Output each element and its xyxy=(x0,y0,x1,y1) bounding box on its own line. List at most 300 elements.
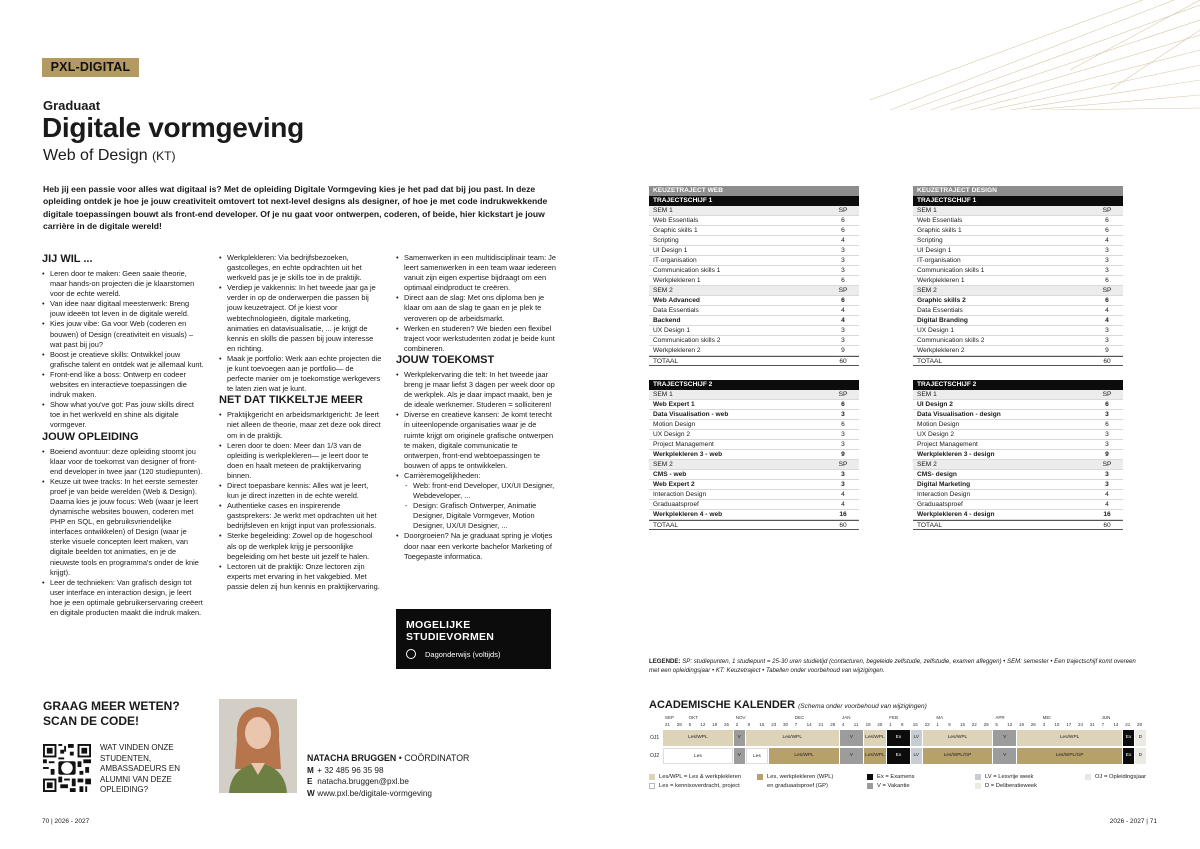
calendar-day: 4 xyxy=(842,722,845,727)
legend-item xyxy=(867,782,910,791)
course-sp: 9 xyxy=(841,451,845,458)
calendar-month: FEB xyxy=(889,715,898,720)
course-sp: 3 xyxy=(1105,411,1109,418)
legend-swatch xyxy=(975,774,981,780)
list-item: • Show what you've got: Pas jouw skills direct toe in het werkveld en shine als digitale vormgever. xyxy=(42,400,205,430)
list-item: • Front-end like a boss: Ontwerp en codeer websites en interactieve toepassingen die indruk maken. xyxy=(42,370,205,400)
legend-item xyxy=(975,773,1033,782)
calendar-day: 17 xyxy=(1066,722,1072,727)
course-name: Communication skills 2 xyxy=(917,337,985,344)
course-name: Motion Design xyxy=(917,421,960,428)
table-row xyxy=(649,490,859,500)
phone-label: M xyxy=(307,765,314,775)
calendar-period: Ex xyxy=(1123,730,1134,746)
course-name: UX Design 1 xyxy=(917,327,955,334)
list-item: • Carrièremogelijkheden: xyxy=(396,471,556,481)
table-row xyxy=(913,480,1123,490)
schijf-label: TRAJECTSCHIJF 1 xyxy=(653,197,713,204)
legende xyxy=(649,657,1139,675)
course-sp: 9 xyxy=(1105,451,1109,458)
list-item: • Diverse en creatieve kansen: Je komt terecht in uiteenlopende organisaties waar je de ruimte krijgt om originele grafische ontwerpen te maken, digitale communicatie te ontwerpen, front-end webtoepassingen te bouwen of apps te ontwikkelen. xyxy=(396,410,556,471)
page-number-left: 70 | 2026 - 2027 xyxy=(42,818,90,825)
table-row xyxy=(913,226,1123,236)
calendar-period: Les/WPL xyxy=(769,748,839,764)
calendar-day: 25 xyxy=(877,722,883,727)
legend-item xyxy=(1085,773,1146,782)
calendar-period: Les/WPL xyxy=(746,730,839,746)
course-sp: 60 xyxy=(1103,358,1111,365)
table-row xyxy=(913,460,1123,470)
course-name: SEM 2 xyxy=(653,461,673,468)
course-sp: 9 xyxy=(841,347,845,354)
calendar-day: 28 xyxy=(676,722,682,727)
course-sp: SP xyxy=(838,287,848,294)
course-sp: 6 xyxy=(1105,277,1109,284)
calendar-period: V xyxy=(840,748,863,764)
table-web-1 xyxy=(649,186,859,366)
course-sp: 6 xyxy=(841,401,845,408)
course-sp: 16 xyxy=(1103,511,1111,518)
table-schijf-header xyxy=(913,380,1123,390)
legend-swatch xyxy=(649,774,655,780)
table-row xyxy=(649,400,859,410)
calendar-day: 5 xyxy=(995,722,998,727)
table-row xyxy=(649,480,859,490)
course-sp: 4 xyxy=(1105,317,1109,324)
course-name: Data Essentials xyxy=(653,307,699,314)
coordinator-photo xyxy=(219,699,297,793)
legend-text: Ex = Examens xyxy=(877,774,915,780)
table-design-2 xyxy=(913,380,1123,530)
calendar-period: LV xyxy=(911,748,922,764)
course-sp: 6 xyxy=(1105,297,1109,304)
website-label: W xyxy=(307,788,315,798)
legend-item xyxy=(867,773,915,782)
course-sp: 3 xyxy=(841,481,845,488)
page-subtitle xyxy=(43,147,175,165)
table-keuze-header xyxy=(649,186,859,196)
tikkeltje-heading: NET DAT TIKKELTJE MEER xyxy=(219,394,363,407)
course-name: Data Essentials xyxy=(917,307,963,314)
calendar-day: 2 xyxy=(735,722,739,727)
calendar-day: 28 xyxy=(1137,722,1143,727)
course-name: Interaction Design xyxy=(653,491,707,498)
course-sp: 3 xyxy=(1105,431,1109,438)
qr-caption: WAT VINDEN ONZE STUDENTEN, AMBASSADEURS EN ALUMNI VAN DEZE OPLEIDING? xyxy=(100,743,181,794)
table-schijf-header xyxy=(649,196,859,206)
calendar-day: 19 xyxy=(1019,722,1025,727)
table-row xyxy=(649,236,859,246)
calendar-period: LV xyxy=(911,730,922,746)
schijf-label: TRAJECTSCHIJF 2 xyxy=(653,381,713,388)
calendar-day: 10 xyxy=(1054,722,1060,727)
email-link[interactable]: natacha.bruggen@pxl.be xyxy=(317,777,409,786)
course-sp: 3 xyxy=(1105,481,1109,488)
calendar-period: Ex xyxy=(887,730,910,746)
course-name: Werkplekleren 4 - web xyxy=(653,511,723,518)
calendar-day: 28 xyxy=(830,722,836,727)
legend-item xyxy=(649,782,740,791)
course-sp: 6 xyxy=(841,297,845,304)
table-row xyxy=(913,216,1123,226)
course-name: Digital Marketing xyxy=(917,481,971,488)
calendar-day: 30 xyxy=(783,722,789,727)
table-row xyxy=(913,256,1123,266)
table-row xyxy=(913,286,1123,296)
course-sp: 60 xyxy=(839,522,847,529)
table-row xyxy=(649,356,859,366)
table-row xyxy=(913,306,1123,316)
phone-number[interactable]: + 32 485 96 35 98 xyxy=(317,765,384,775)
calendar-month: MEI xyxy=(1042,715,1051,720)
table-row xyxy=(649,470,859,480)
course-name: SEM 2 xyxy=(917,461,937,468)
course-name: Data Visualisation - web xyxy=(653,411,729,418)
course-name: IT-organisation xyxy=(917,257,961,264)
table-row xyxy=(913,400,1123,410)
table-row xyxy=(913,420,1123,430)
table-row xyxy=(649,276,859,286)
table-row xyxy=(649,460,859,470)
course-sp: 3 xyxy=(1105,337,1109,344)
course-name: CMS- design xyxy=(917,471,957,478)
column-2 xyxy=(219,253,382,592)
course-sp: 6 xyxy=(841,217,845,224)
intro-text: Heb jij een passie voor alles wat digitaal is? Met de opleiding Digitale Vormgeving kies je het pad dat bij jou past. In deze opleiding ontdek je hoe je jouw creativiteit omtovert tot next-level designs als designer, of hoe je met code indrukwekkende digitale toepassingen bouwt als front-end developer. Of je nu gaat voor ontwerpen, coderen, of beide, hier kickstart je jouw carrière in de digitale wereld! xyxy=(43,184,548,231)
subtitle-suffix: (KT) xyxy=(152,149,176,163)
course-sp: 6 xyxy=(841,227,845,234)
course-sp: 4 xyxy=(841,237,845,244)
table-row xyxy=(913,450,1123,460)
list-item: • Van idee naar digitaal meesterwerk: Breng jouw ideeën tot leven in de digitale wereld. xyxy=(42,299,205,319)
list-item: • Werkplekleren: Via bedrijfsbezoeken, gastcolleges, en echte opdrachten uit het werkveld pas je je skills toe in de praktijk. xyxy=(219,253,382,283)
table-row xyxy=(913,326,1123,336)
legend-swatch xyxy=(867,774,873,780)
calendar-day: 12 xyxy=(700,722,706,727)
course-sp: 3 xyxy=(841,337,845,344)
calendar-day: 14 xyxy=(806,722,812,727)
list-item: • Praktijkgericht en arbeidsmarktgericht: Je leert niet alleen de theorie, maar zet deze ook direct om in de praktijk. xyxy=(219,410,382,440)
course-name: Web Essentials xyxy=(917,217,963,224)
course-sp: 60 xyxy=(1103,522,1111,529)
table-row xyxy=(913,390,1123,400)
table-row xyxy=(913,266,1123,276)
table-row xyxy=(913,356,1123,366)
legend-text: D = Deliberatieweek xyxy=(985,783,1038,789)
course-sp: 16 xyxy=(839,511,847,518)
calendar-month: OKT xyxy=(688,715,698,720)
calendar-period: D xyxy=(1135,730,1146,746)
table-row xyxy=(913,346,1123,356)
list-item: • Leren door te maken: Geen saaie theorie, maar hands-on projecten die je klaarstomen voor de echte wereld. xyxy=(42,269,205,299)
studievorm-option[interactable] xyxy=(406,649,541,659)
table-row xyxy=(649,440,859,450)
course-sp: 6 xyxy=(1105,227,1109,234)
kalender-title-text: ACADEMISCHE KALENDER xyxy=(649,699,796,711)
course-name: Communication skills 2 xyxy=(653,337,721,344)
table-row xyxy=(913,246,1123,256)
calendar-month: DEC xyxy=(794,715,805,720)
course-sp: SP xyxy=(1102,287,1112,294)
calendar-period: Les/WPL xyxy=(1017,730,1122,746)
qr-code-icon[interactable] xyxy=(43,744,91,792)
course-name: Graduaatsproef xyxy=(653,501,699,508)
calendar-day: 8 xyxy=(948,722,951,727)
course-name: Digital Branding xyxy=(917,317,968,324)
legend-text: V = Vakantie xyxy=(877,783,910,789)
keuze-label: KEUZETRAJECT WEB xyxy=(653,187,723,194)
table-row xyxy=(649,410,859,420)
course-name: Scripting xyxy=(653,237,679,244)
course-sp: 3 xyxy=(841,471,845,478)
course-name: TOTAAL xyxy=(653,358,679,365)
table-row xyxy=(913,276,1123,286)
course-name: Graphic skills 2 xyxy=(917,297,966,304)
calendar-day: 15 xyxy=(912,722,918,727)
course-sp: 6 xyxy=(1105,217,1109,224)
contact-name: NATACHA BRUGGEN xyxy=(307,753,397,763)
list-item: • Leren door te doen: Meer dan 1/3 van de opleiding is werkplekleren— je leert door te doen en haalt meteen de praktijkervaring binnen. xyxy=(219,441,382,481)
jij-wil-list xyxy=(42,269,205,431)
calendar-day: 16 xyxy=(759,722,765,727)
course-name: SEM 1 xyxy=(653,391,673,398)
course-name: TOTAAL xyxy=(917,358,943,365)
calendar-period: Les/WPL/GP xyxy=(923,748,993,764)
decorative-lines xyxy=(870,0,1200,110)
list-item: • Sterke begeleiding: Zowel op de hogeschool als op de werkplek krijg je persoonlijke begeleiding om het beste uit jezelf te halen. xyxy=(219,531,382,561)
table-row xyxy=(649,346,859,356)
course-sp: 4 xyxy=(1105,501,1109,508)
schijf-label: TRAJECTSCHIJF 2 xyxy=(917,381,977,388)
list-subitem: - Web: front-end Developer, UX/UI Designer, Webdeveloper, ... xyxy=(396,481,556,501)
calendar-row-label: OJ2 xyxy=(650,753,660,759)
course-sp: SP xyxy=(1102,207,1112,214)
course-name: Werkplekleren 2 xyxy=(653,347,701,354)
legend-item xyxy=(649,773,741,782)
course-sp: 4 xyxy=(841,307,845,314)
calendar-day: 12 xyxy=(1007,722,1013,727)
calendar-months xyxy=(649,714,1159,721)
opleiding-heading: JOUW OPLEIDING xyxy=(42,430,139,443)
calendar-day: 3 xyxy=(1042,722,1046,727)
course-sp: 4 xyxy=(841,317,845,324)
course-sp: 6 xyxy=(841,277,845,284)
table-row xyxy=(649,306,859,316)
course-name: Communication skills 1 xyxy=(917,267,985,274)
legend-swatch xyxy=(757,774,763,780)
website-link[interactable]: www.pxl.be/digitale-vormgeving xyxy=(317,788,432,798)
course-sp: 3 xyxy=(841,327,845,334)
course-sp: SP xyxy=(838,207,848,214)
calendar-period: Les xyxy=(746,748,769,764)
course-sp: 6 xyxy=(1105,421,1109,428)
email-line xyxy=(307,776,469,788)
course-name: SEM 1 xyxy=(917,207,937,214)
list-item: • Werken en studeren? We bieden een flexibel traject voor werkstudenten zodat je beide kunt combineren. xyxy=(396,324,556,354)
calendar-day: 22 xyxy=(971,722,977,727)
course-sp: 3 xyxy=(841,411,845,418)
course-name: IT-organisation xyxy=(653,257,697,264)
legend-text: OJ = Opleidingsjaar xyxy=(1095,774,1147,780)
list-item: • Doorgroeien? Na je graduaat spring je vlotjes door naar een verkorte bachelor Marketing of Toegepaste informatica. xyxy=(396,531,556,561)
table-row xyxy=(649,430,859,440)
calendar-period: Ex xyxy=(1123,748,1134,764)
studievormen-box xyxy=(396,609,551,669)
course-sp: SP xyxy=(838,461,848,468)
calendar-day: 29 xyxy=(983,722,989,727)
course-name: UX Design 2 xyxy=(653,431,691,438)
course-name: SEM 2 xyxy=(917,287,937,294)
page-number-right: 2026 - 2027 | 71 xyxy=(1109,818,1157,825)
table-web-2 xyxy=(649,380,859,530)
table-row xyxy=(649,286,859,296)
table-row xyxy=(649,296,859,306)
table-row xyxy=(649,326,859,336)
page-title: Digitale vormgeving xyxy=(42,112,304,143)
subtitle-text: Web of Design xyxy=(43,147,148,164)
list-item: • Authentieke cases en inspirerende gastsprekers: Je werkt met opdrachten uit het bedrijfsleven en krijgt input van professionals. xyxy=(219,501,382,531)
calendar-day: 21 xyxy=(1125,722,1131,727)
list-item: • Verdiep je vakkennis: In het tweede jaar ga je verder in op de onderwerpen die passen bij jouw keuzetraject. Of je kiest voor webtechnologieën, digitale marketing, animaties en datavisualisatie, ... je krijgt de kennis en skills die passen bij jouw interesse en richting. xyxy=(219,283,382,354)
legend-swatch xyxy=(867,783,873,789)
course-name: Web Expert 2 xyxy=(653,481,695,488)
legend-swatch xyxy=(1085,774,1091,780)
calendar-day: 14 xyxy=(1113,722,1119,727)
legende-text: SP: studiepunten, 1 studiepunt = 25-30 uren studietijd (contacturen, begeleide zelfstudie, zelfstudie, examen afleggen) • SEM: semester • Een trajectschijf komt overeen met een opleidingsjaar • KT: Keuzetraject • Tabellen onder voorbehoud van wijzigingen. xyxy=(649,658,1136,674)
calendar-period: V xyxy=(734,730,745,746)
phone-line xyxy=(307,765,469,777)
opleiding-list-a xyxy=(42,447,205,619)
calendar-day: 22 xyxy=(924,722,930,727)
calendar-row-label: OJ1 xyxy=(650,735,660,741)
toekomst-list xyxy=(396,370,556,562)
legende-label: LEGENDE: xyxy=(649,658,681,665)
course-sp: 3 xyxy=(1105,247,1109,254)
legend-item xyxy=(975,782,1037,791)
table-row xyxy=(913,410,1123,420)
course-sp: 3 xyxy=(1105,267,1109,274)
course-name: Interaction Design xyxy=(917,491,971,498)
course-sp: 4 xyxy=(841,501,845,508)
table-schijf-header xyxy=(913,196,1123,206)
calendar-month: SEP xyxy=(665,715,675,720)
course-name: Web Expert 1 xyxy=(653,401,695,408)
course-sp: 3 xyxy=(1105,471,1109,478)
legend-text: Les/WPL = Les & werkplekleren xyxy=(659,774,742,780)
table-row xyxy=(649,216,859,226)
studievorm-option-label: Dagonderwijs (voltijds) xyxy=(425,649,501,659)
course-name: Werkplekleren 2 xyxy=(917,347,965,354)
legend-swatch xyxy=(649,783,655,789)
calendar-day: 7 xyxy=(794,722,798,727)
course-sp: 4 xyxy=(1105,307,1109,314)
calendar-day: 1 xyxy=(889,722,892,727)
course-name: Werkplekleren 1 xyxy=(917,277,965,284)
toekomst-heading: JOUW TOEKOMST xyxy=(396,353,495,366)
calendar-period: Les xyxy=(663,748,733,764)
table-row xyxy=(649,450,859,460)
course-name: TOTAAL xyxy=(653,522,679,529)
course-sp: 60 xyxy=(839,358,847,365)
legend-swatch xyxy=(975,783,981,789)
course-sp: 3 xyxy=(1105,441,1109,448)
course-name: CMS - web xyxy=(653,471,687,478)
course-name: Web Advanced xyxy=(653,297,700,304)
table-row xyxy=(913,296,1123,306)
graduaat-label: Graduaat xyxy=(43,98,101,113)
calendar-month: JAN xyxy=(842,715,851,720)
calendar-period: D xyxy=(1135,748,1146,764)
table-row xyxy=(649,500,859,510)
contact-role: • COÖRDINATOR xyxy=(398,753,470,763)
kalender-title xyxy=(649,699,927,711)
website-line xyxy=(307,788,469,800)
calendar-day: 21 xyxy=(818,722,824,727)
course-sp: 3 xyxy=(841,247,845,254)
calendar-day: 8 xyxy=(901,722,904,727)
calendar-legend xyxy=(649,773,1149,793)
calendar-day: 26 xyxy=(724,722,730,727)
legend-text: en graduaatsproef (GP) xyxy=(767,783,828,789)
course-sp: SP xyxy=(1102,391,1112,398)
calendar-day: 24 xyxy=(1078,722,1084,727)
course-name: SEM 2 xyxy=(653,287,673,294)
calendar-period: Les/WPL xyxy=(663,730,733,746)
contact-heading: GRAAG MEER WETEN? SCAN DE CODE! xyxy=(43,699,180,728)
list-item: • Werkplekervaring die telt: In het tweede jaar breng je maar liefst 3 dagen per week door op de werkplek. Als je daar impact maakt, ben je de ideale werknemer. Studeren = solliciteren! xyxy=(396,370,556,410)
list-item: • Boost je creatieve skills: Ontwikkel jouw grafische talent en ontdek wat je allemaal kunt. xyxy=(42,350,205,370)
list-item: • Direct toepasbare kennis: Alles wat je leert, kun je direct inzetten in de echte wereld. xyxy=(219,481,382,501)
course-name: UI Design 1 xyxy=(917,247,952,254)
table-row xyxy=(913,316,1123,326)
column-1 xyxy=(42,253,205,618)
table-row xyxy=(913,500,1123,510)
course-sp: 6 xyxy=(841,421,845,428)
calendar-period: V xyxy=(840,730,863,746)
email-label: E xyxy=(307,777,313,786)
course-name: Web Essentials xyxy=(653,217,699,224)
calendar-day: 19 xyxy=(712,722,718,727)
list-item: • Maak je portfolio: Werk aan echte projecten die je kunt toevoegen aan je portfolio— de perfecte manier om je toekomstige werkgevers te laten zien wat je kunt. xyxy=(219,354,382,394)
course-name: Werkplekleren 3 - web xyxy=(653,451,723,458)
legend-text: Les, werkplekleren (WPL) xyxy=(767,774,834,780)
course-sp: 3 xyxy=(1105,257,1109,264)
brand-tag: PXL-DIGITAL xyxy=(42,58,139,77)
calendar-period: Les/WPL xyxy=(864,748,887,764)
list-item: • Direct aan de slag: Met ons diploma ben je klaar om aan de slag te gaan en je plek te veroveren op de arbeidsmarkt. xyxy=(396,293,556,323)
table-row xyxy=(913,430,1123,440)
table-row xyxy=(649,206,859,216)
course-name: Data Visualisation - design xyxy=(917,411,1001,418)
table-row xyxy=(649,316,859,326)
course-name: Backend xyxy=(653,317,681,324)
table-row xyxy=(913,236,1123,246)
legend-item xyxy=(757,773,833,782)
course-name: SEM 1 xyxy=(653,207,673,214)
course-name: SEM 1 xyxy=(917,391,937,398)
table-row xyxy=(913,520,1123,530)
calendar-period: Les/WPL xyxy=(923,730,993,746)
contact-info xyxy=(307,753,469,799)
table-row xyxy=(649,266,859,276)
course-name: Graphic skills 1 xyxy=(917,227,962,234)
radio-circle-icon xyxy=(406,649,416,659)
table-row xyxy=(649,520,859,530)
table-keuze-header xyxy=(913,186,1123,196)
legend-item xyxy=(767,782,828,791)
course-sp: 9 xyxy=(1105,347,1109,354)
course-sp: 3 xyxy=(841,441,845,448)
